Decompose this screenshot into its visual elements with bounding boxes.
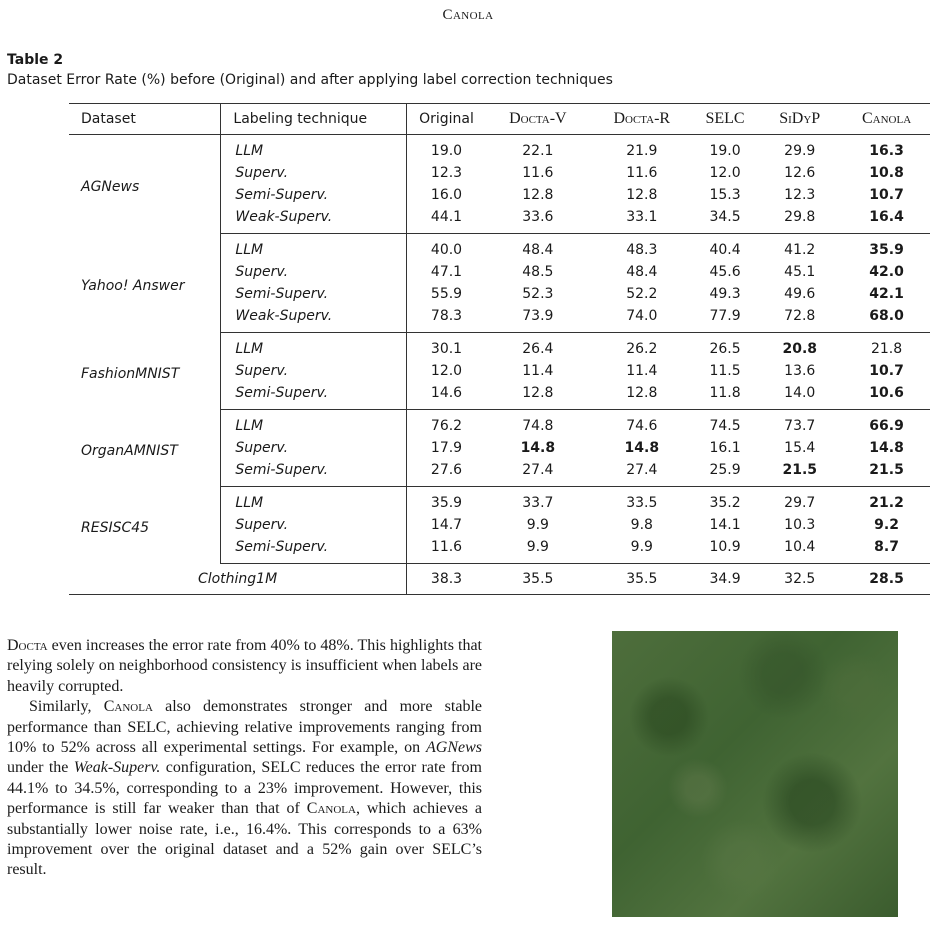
header-selc: SELC bbox=[694, 104, 757, 135]
header-original: Original bbox=[407, 104, 486, 135]
value-cell: 52.3 bbox=[522, 286, 554, 302]
labeling-technique-cell: LLM bbox=[221, 135, 407, 163]
dataset-name-cell: OrganAMNIST bbox=[69, 410, 221, 487]
value-cell: 10.9 bbox=[694, 536, 757, 564]
value-cell: 14.7 bbox=[430, 517, 463, 533]
value-cell: 9.2 bbox=[874, 517, 899, 533]
value-cell: 9.9 bbox=[486, 536, 590, 564]
labeling-technique-cell: Superv. bbox=[221, 261, 407, 283]
value-cell: 16.0 bbox=[430, 187, 463, 203]
labeling-technique-cell: Semi-Superv. bbox=[221, 184, 407, 206]
header-dataset: Dataset bbox=[69, 104, 221, 135]
value-cell: 11.5 bbox=[709, 363, 741, 379]
value-cell: 11.4 bbox=[522, 363, 554, 379]
header-canola: Canola bbox=[843, 104, 930, 135]
p2-canola-2: Canola bbox=[306, 800, 356, 818]
value-cell: 32.5 bbox=[756, 564, 843, 595]
value-cell: 41.2 bbox=[784, 242, 816, 258]
value-cell: 10.6 bbox=[843, 382, 930, 410]
value-cell: 11.6 bbox=[407, 536, 486, 564]
labeling-technique-cell: Weak-Superv. bbox=[221, 305, 407, 333]
labeling-technique-cell: Superv. bbox=[221, 360, 407, 382]
value-cell: 35.9 bbox=[869, 242, 904, 258]
labeling-technique-cell: Semi-Superv. bbox=[221, 283, 407, 305]
labeling-technique-cell: LLM bbox=[221, 487, 407, 515]
value-cell: 8.7 bbox=[843, 536, 930, 564]
value-cell: 21.9 bbox=[626, 143, 658, 159]
value-cell: 12.0 bbox=[709, 165, 741, 181]
value-cell: 11.8 bbox=[694, 382, 757, 410]
value-cell: 9.9 bbox=[590, 536, 694, 564]
labeling-technique-cell: Superv. bbox=[221, 162, 407, 184]
dataset-name-cell: Clothing1M bbox=[69, 564, 407, 595]
value-cell: 48.4 bbox=[626, 264, 658, 280]
value-cell: 10.7 bbox=[869, 363, 904, 379]
value-cell: 14.1 bbox=[709, 517, 741, 533]
p2-text-2: also demonstrates stronger and more stable performance than SELC, achieving relative improvements ranging from 10% to 52% across all experimental settings. For example, on bbox=[7, 698, 483, 757]
value-cell: 48.3 bbox=[626, 242, 658, 258]
value-cell: 78.3 bbox=[407, 305, 486, 333]
labeling-technique-cell: Semi-Superv. bbox=[221, 382, 407, 410]
value-cell: 44.1 bbox=[407, 206, 486, 234]
p2-text-3: under the bbox=[7, 759, 74, 777]
value-cell: 66.9 bbox=[869, 418, 904, 434]
value-cell: 30.1 bbox=[430, 341, 463, 357]
value-cell: 11.4 bbox=[626, 363, 658, 379]
value-cell: 10.3 bbox=[784, 517, 816, 533]
value-cell: 29.9 bbox=[784, 143, 816, 159]
value-cell: 10.4 bbox=[756, 536, 843, 564]
satellite-image bbox=[612, 631, 898, 917]
header-docta-r: Docta-R bbox=[590, 104, 694, 135]
value-cell: 42.0 bbox=[869, 264, 904, 280]
value-cell: 21.5 bbox=[756, 459, 843, 487]
value-cell: 76.2 bbox=[430, 418, 463, 434]
labeling-technique-cell: LLM bbox=[221, 333, 407, 361]
docta-name: Docta bbox=[7, 637, 48, 654]
dataset-name-cell: FashionMNIST bbox=[69, 333, 221, 410]
value-cell: 12.0 bbox=[430, 363, 463, 379]
value-cell: 26.4 bbox=[522, 341, 554, 357]
value-cell: 12.3 bbox=[430, 165, 463, 181]
value-cell: 10.8 bbox=[869, 165, 904, 181]
table-row bbox=[69, 135, 930, 163]
value-cell: 35.5 bbox=[590, 564, 694, 595]
value-cell: 15.3 bbox=[709, 187, 741, 203]
header-sidyp: SiDyP bbox=[756, 104, 843, 135]
value-cell: 73.9 bbox=[486, 305, 590, 333]
value-cell: 14.8 bbox=[869, 440, 904, 456]
value-cell: 12.8 bbox=[522, 187, 554, 203]
value-cell: 48.5 bbox=[522, 264, 554, 280]
value-cell: 34.5 bbox=[694, 206, 757, 234]
body-text bbox=[7, 636, 482, 881]
value-cell: 49.3 bbox=[709, 286, 741, 302]
value-cell: 28.5 bbox=[843, 564, 930, 595]
paragraph-1 bbox=[7, 636, 482, 697]
value-cell: 33.6 bbox=[486, 206, 590, 234]
value-cell: 73.7 bbox=[784, 418, 816, 434]
value-cell: 14.6 bbox=[407, 382, 486, 410]
value-cell: 74.0 bbox=[590, 305, 694, 333]
value-cell: 29.7 bbox=[784, 495, 816, 511]
value-cell: 42.1 bbox=[869, 286, 904, 302]
value-cell: 34.9 bbox=[694, 564, 757, 595]
value-cell: 21.5 bbox=[843, 459, 930, 487]
value-cell: 55.9 bbox=[430, 286, 463, 302]
value-cell: 33.7 bbox=[522, 495, 554, 511]
labeling-technique-cell: Superv. bbox=[221, 437, 407, 459]
p2-text-5: , which achieves a substantially lower noise rate, i.e., 16.4%. This corresponds to a 63% improvement over the original dataset and a 52% gain over SELC’s result. bbox=[7, 800, 483, 879]
value-cell: 33.5 bbox=[626, 495, 658, 511]
value-cell: 45.6 bbox=[709, 264, 741, 280]
paragraph-1-text: even increases the error rate from 40% to 48%. This highlights that relying solely on neighborhood consistency is insufficient when labels are heavily corrupted. bbox=[7, 637, 482, 695]
value-cell: 10.7 bbox=[869, 187, 904, 203]
table-row bbox=[69, 564, 930, 595]
dataset-name-cell: AGNews bbox=[69, 135, 221, 234]
value-cell: 16.1 bbox=[709, 440, 741, 456]
value-cell: 72.8 bbox=[756, 305, 843, 333]
paragraph-2 bbox=[7, 697, 482, 881]
value-cell: 16.3 bbox=[869, 143, 904, 159]
value-cell: 77.9 bbox=[694, 305, 757, 333]
value-cell: 27.4 bbox=[590, 459, 694, 487]
value-cell: 40.4 bbox=[709, 242, 741, 258]
value-cell: 12.3 bbox=[784, 187, 816, 203]
labeling-technique-cell: Semi-Superv. bbox=[221, 536, 407, 564]
value-cell: 16.4 bbox=[843, 206, 930, 234]
value-cell: 48.4 bbox=[522, 242, 554, 258]
value-cell: 15.4 bbox=[784, 440, 816, 456]
labeling-technique-cell: Weak-Superv. bbox=[221, 206, 407, 234]
value-cell: 35.9 bbox=[430, 495, 463, 511]
table-caption-text: Dataset Error Rate (%) before (Original) and after applying label correction techniques bbox=[7, 72, 613, 88]
value-cell: 12.6 bbox=[784, 165, 816, 181]
value-cell: 38.3 bbox=[407, 564, 486, 595]
p2-text-4: configuration, SELC reduces the error rate from 44.1% to 34.5%, corresponding to a 23% improvement. However, this performance is still far weaker than that of bbox=[7, 759, 482, 818]
results-table bbox=[69, 103, 930, 595]
value-cell: 13.6 bbox=[784, 363, 816, 379]
running-head: Canola bbox=[442, 7, 494, 23]
p2-weak-superv: Weak-Superv. bbox=[73, 759, 161, 777]
value-cell: 40.0 bbox=[430, 242, 463, 258]
value-cell: 21.2 bbox=[869, 495, 904, 511]
value-cell: 12.8 bbox=[590, 382, 694, 410]
header-labeling-technique: Labeling technique bbox=[221, 104, 407, 135]
value-cell: 17.9 bbox=[430, 440, 463, 456]
value-cell: 35.2 bbox=[709, 495, 741, 511]
dataset-name-cell: Yahoo! Answer bbox=[69, 234, 221, 333]
value-cell: 12.8 bbox=[626, 187, 658, 203]
value-cell: 74.5 bbox=[709, 418, 741, 434]
p2-canola-1: Canola bbox=[103, 698, 153, 716]
labeling-technique-cell: Superv. bbox=[221, 514, 407, 536]
value-cell: 33.1 bbox=[590, 206, 694, 234]
value-cell: 9.8 bbox=[630, 517, 653, 533]
p2-agnews: AGNews bbox=[426, 739, 482, 757]
value-cell: 21.8 bbox=[870, 341, 903, 357]
value-cell: 25.9 bbox=[694, 459, 757, 487]
table-row bbox=[69, 487, 930, 515]
value-cell: 9.9 bbox=[526, 517, 549, 533]
value-cell: 47.1 bbox=[430, 264, 463, 280]
table-row bbox=[69, 333, 930, 361]
value-cell: 14.8 bbox=[624, 440, 660, 456]
p2-text-1: Similarly, bbox=[29, 698, 104, 716]
value-cell: 27.6 bbox=[407, 459, 486, 487]
value-cell: 11.6 bbox=[626, 165, 658, 181]
labeling-technique-cell: Semi-Superv. bbox=[221, 459, 407, 487]
value-cell: 35.5 bbox=[486, 564, 590, 595]
value-cell: 19.0 bbox=[709, 143, 741, 159]
value-cell: 26.5 bbox=[709, 341, 741, 357]
dataset-name-cell: RESISC45 bbox=[69, 487, 221, 564]
value-cell: 45.1 bbox=[784, 264, 816, 280]
value-cell: 52.2 bbox=[626, 286, 658, 302]
table-caption-label: Table 2 bbox=[7, 52, 64, 68]
value-cell: 12.8 bbox=[486, 382, 590, 410]
value-cell: 29.8 bbox=[756, 206, 843, 234]
labeling-technique-cell: LLM bbox=[221, 234, 407, 262]
table-body bbox=[69, 135, 930, 595]
value-cell: 14.8 bbox=[520, 440, 556, 456]
value-cell: 19.0 bbox=[430, 143, 463, 159]
value-cell: 22.1 bbox=[522, 143, 554, 159]
value-cell: 14.0 bbox=[756, 382, 843, 410]
labeling-technique-cell: LLM bbox=[221, 410, 407, 438]
value-cell: 20.8 bbox=[782, 341, 818, 357]
table-header-row bbox=[69, 104, 930, 135]
value-cell: 27.4 bbox=[486, 459, 590, 487]
table-row bbox=[69, 234, 930, 262]
value-cell: 74.6 bbox=[626, 418, 658, 434]
value-cell: 68.0 bbox=[843, 305, 930, 333]
value-cell: 74.8 bbox=[522, 418, 554, 434]
value-cell: 26.2 bbox=[626, 341, 658, 357]
header-docta-v: Docta-V bbox=[486, 104, 590, 135]
table-row bbox=[69, 410, 930, 438]
value-cell: 49.6 bbox=[784, 286, 816, 302]
value-cell: 11.6 bbox=[522, 165, 554, 181]
